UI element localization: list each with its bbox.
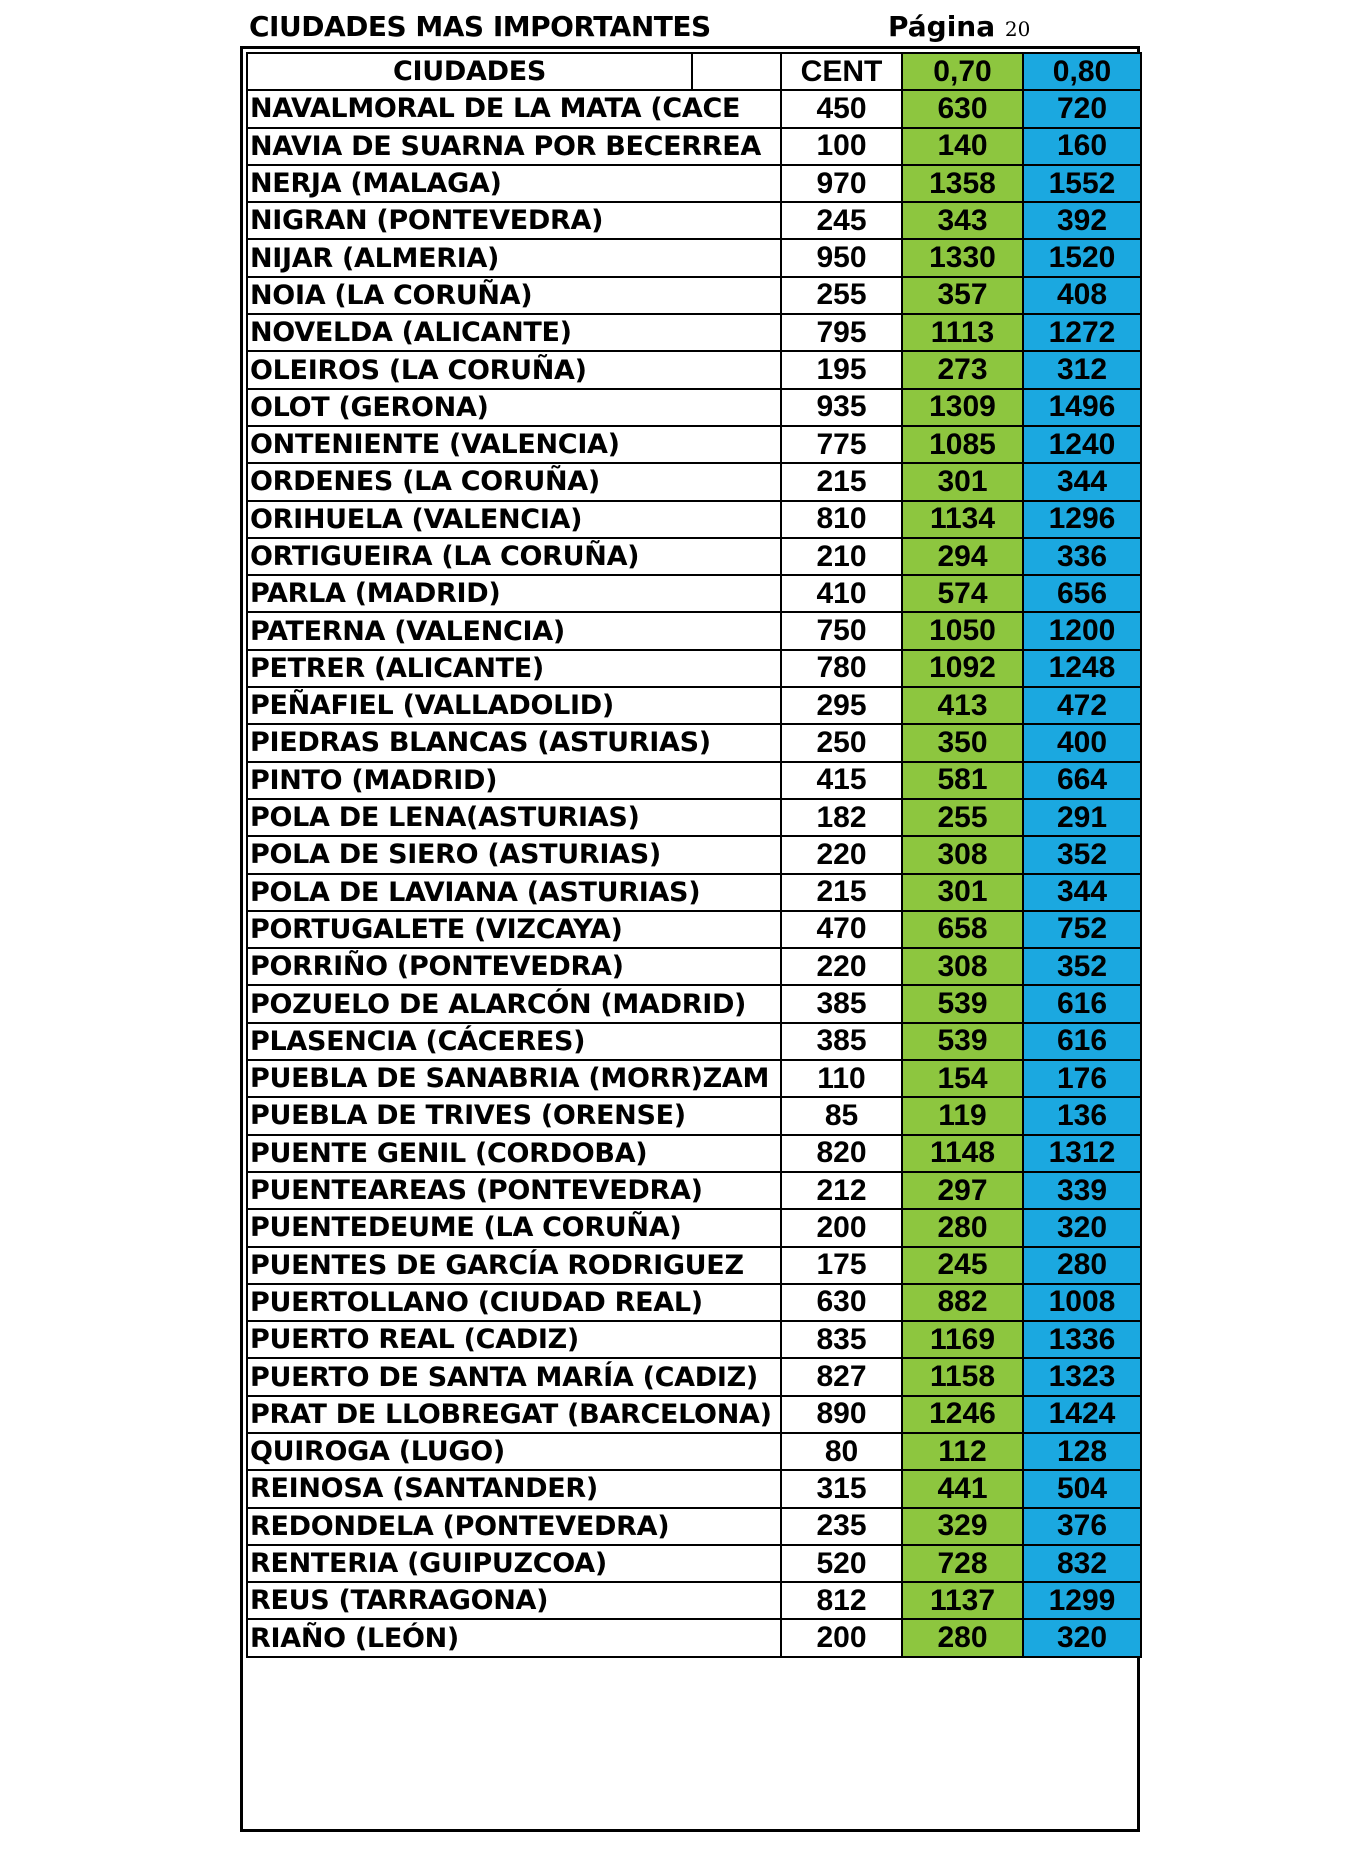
value-080-cell: 1299	[1023, 1582, 1141, 1619]
city-name-cell: PUENTES DE GARCÍA RODRIGUEZ	[247, 1247, 781, 1284]
value-070-cell: 245	[902, 1247, 1023, 1284]
value-080-cell: 352	[1023, 948, 1141, 985]
cent-cell: 450	[781, 90, 902, 127]
value-070-cell: 1158	[902, 1358, 1023, 1395]
table-row	[247, 314, 1141, 351]
table-row	[247, 1135, 1141, 1172]
city-name-cell: PIEDRAS BLANCAS (ASTURIAS)	[247, 724, 781, 761]
city-name-cell: NIJAR (ALMERIA)	[247, 239, 781, 276]
city-name-cell: ORDENES (LA CORUÑA)	[247, 463, 781, 500]
value-080-cell: 1200	[1023, 612, 1141, 649]
city-name-cell: PUENTEAREAS (PONTEVEDRA)	[247, 1172, 781, 1209]
value-070-cell: 1330	[902, 239, 1023, 276]
table-row	[247, 1470, 1141, 1507]
page-label: Página	[888, 10, 996, 43]
table-row	[247, 277, 1141, 314]
value-080-cell: 408	[1023, 277, 1141, 314]
table-row	[247, 1172, 1141, 1209]
city-name-cell: PUERTO REAL (CADIZ)	[247, 1321, 781, 1358]
value-080-cell: 376	[1023, 1508, 1141, 1545]
value-070-cell: 301	[902, 463, 1023, 500]
value-080-cell: 176	[1023, 1060, 1141, 1097]
value-070-cell: 294	[902, 538, 1023, 575]
cent-cell: 950	[781, 239, 902, 276]
value-070-cell: 308	[902, 836, 1023, 873]
cent-cell: 245	[781, 202, 902, 239]
value-070-cell: 728	[902, 1545, 1023, 1582]
city-name-cell: NAVALMORAL DE LA MATA (CACE	[247, 90, 781, 127]
value-080-cell: 291	[1023, 799, 1141, 836]
table-row	[247, 1396, 1141, 1433]
value-080-cell: 320	[1023, 1619, 1141, 1656]
value-080-cell: 280	[1023, 1247, 1141, 1284]
value-080-cell: 832	[1023, 1545, 1141, 1582]
table-row	[247, 1209, 1141, 1246]
page-number-label	[888, 10, 1030, 43]
cent-cell: 775	[781, 426, 902, 463]
column-header-080: 0,80	[1023, 53, 1141, 90]
city-name-cell: ORTIGUEIRA (LA CORUÑA)	[247, 538, 781, 575]
city-name-cell: POZUELO DE ALARCÓN (MADRID)	[247, 985, 781, 1022]
cent-cell: 235	[781, 1508, 902, 1545]
city-name-cell: PRAT DE LLOBREGAT (BARCELONA)	[247, 1396, 781, 1433]
table-row	[247, 650, 1141, 687]
value-080-cell: 664	[1023, 762, 1141, 799]
value-070-cell: 343	[902, 202, 1023, 239]
city-name-cell: PUERTOLLANO (CIUDAD REAL)	[247, 1284, 781, 1321]
value-070-cell: 1309	[902, 389, 1023, 426]
table-row	[247, 836, 1141, 873]
table-row	[247, 1545, 1141, 1582]
city-name-cell: PARLA (MADRID)	[247, 575, 781, 612]
column-header-070: 0,70	[902, 53, 1023, 90]
table-row	[247, 1582, 1141, 1619]
table-row	[247, 128, 1141, 165]
cent-cell: 935	[781, 389, 902, 426]
cent-cell: 295	[781, 687, 902, 724]
city-name-cell: PORTUGALETE (VIZCAYA)	[247, 911, 781, 948]
cent-cell: 200	[781, 1619, 902, 1656]
value-070-cell: 539	[902, 1023, 1023, 1060]
value-070-cell: 1085	[902, 426, 1023, 463]
table-row	[247, 426, 1141, 463]
value-080-cell: 312	[1023, 351, 1141, 388]
table-row	[247, 612, 1141, 649]
cent-cell: 85	[781, 1097, 902, 1134]
value-070-cell: 308	[902, 948, 1023, 985]
value-070-cell: 280	[902, 1619, 1023, 1656]
table-row	[247, 389, 1141, 426]
city-name-cell: PETRER (ALICANTE)	[247, 650, 781, 687]
table-row	[247, 575, 1141, 612]
cent-cell: 315	[781, 1470, 902, 1507]
value-070-cell: 1113	[902, 314, 1023, 351]
table-row	[247, 538, 1141, 575]
value-070-cell: 357	[902, 277, 1023, 314]
table-row	[247, 911, 1141, 948]
table-row	[247, 1321, 1141, 1358]
value-070-cell: 350	[902, 724, 1023, 761]
table-row	[247, 1619, 1141, 1656]
table-row	[247, 1247, 1141, 1284]
cent-cell: 780	[781, 650, 902, 687]
value-080-cell: 616	[1023, 985, 1141, 1022]
city-name-cell: OLEIROS (LA CORUÑA)	[247, 351, 781, 388]
city-name-cell: PUENTEDEUME (LA CORUÑA)	[247, 1209, 781, 1246]
cent-cell: 750	[781, 612, 902, 649]
value-080-cell: 1312	[1023, 1135, 1141, 1172]
city-name-cell: PUEBLA DE TRIVES (ORENSE)	[247, 1097, 781, 1134]
table-row	[247, 1284, 1141, 1321]
value-070-cell: 255	[902, 799, 1023, 836]
city-name-cell: ORIHUELA (VALENCIA)	[247, 501, 781, 538]
city-name-cell: PLASENCIA (CÁCERES)	[247, 1023, 781, 1060]
value-080-cell: 1248	[1023, 650, 1141, 687]
value-080-cell: 400	[1023, 724, 1141, 761]
cent-cell: 195	[781, 351, 902, 388]
value-070-cell: 301	[902, 874, 1023, 911]
table-row	[247, 762, 1141, 799]
city-name-cell: ONTENIENTE (VALENCIA)	[247, 426, 781, 463]
table-row	[247, 501, 1141, 538]
cent-cell: 182	[781, 799, 902, 836]
value-070-cell: 658	[902, 911, 1023, 948]
table-row	[247, 1097, 1141, 1134]
city-name-cell: PUERTO DE SANTA MARÍA (CADIZ)	[247, 1358, 781, 1395]
value-070-cell: 1246	[902, 1396, 1023, 1433]
cent-cell: 220	[781, 836, 902, 873]
city-name-cell: NERJA (MALAGA)	[247, 165, 781, 202]
table-row	[247, 874, 1141, 911]
value-080-cell: 128	[1023, 1433, 1141, 1470]
city-name-cell: NAVIA DE SUARNA POR BECERREA	[247, 128, 781, 165]
value-080-cell: 344	[1023, 874, 1141, 911]
table-row	[247, 351, 1141, 388]
value-080-cell: 339	[1023, 1172, 1141, 1209]
city-name-cell: NIGRAN (PONTEVEDRA)	[247, 202, 781, 239]
column-header-cities: CIUDADES	[247, 53, 692, 90]
city-name-cell: PEÑAFIEL (VALLADOLID)	[247, 687, 781, 724]
cent-cell: 385	[781, 985, 902, 1022]
table-row	[247, 724, 1141, 761]
table-row	[247, 202, 1141, 239]
cent-cell: 520	[781, 1545, 902, 1582]
value-070-cell: 1358	[902, 165, 1023, 202]
value-070-cell: 280	[902, 1209, 1023, 1246]
cent-cell: 827	[781, 1358, 902, 1395]
cent-cell: 820	[781, 1135, 902, 1172]
city-name-cell: POLA DE LAVIANA (ASTURIAS)	[247, 874, 781, 911]
column-header-blank	[692, 53, 781, 90]
value-080-cell: 352	[1023, 836, 1141, 873]
value-080-cell: 320	[1023, 1209, 1141, 1246]
value-070-cell: 630	[902, 90, 1023, 127]
value-080-cell: 1008	[1023, 1284, 1141, 1321]
value-070-cell: 297	[902, 1172, 1023, 1209]
city-name-cell: REINOSA (SANTANDER)	[247, 1470, 781, 1507]
cent-cell: 410	[781, 575, 902, 612]
value-070-cell: 140	[902, 128, 1023, 165]
city-name-cell: REDONDELA (PONTEVEDRA)	[247, 1508, 781, 1545]
table-row	[247, 687, 1141, 724]
cent-cell: 212	[781, 1172, 902, 1209]
cent-cell: 100	[781, 128, 902, 165]
value-080-cell: 392	[1023, 202, 1141, 239]
cent-cell: 175	[781, 1247, 902, 1284]
table-header-row	[247, 53, 1141, 90]
city-name-cell: REUS (TARRAGONA)	[247, 1582, 781, 1619]
value-080-cell: 752	[1023, 911, 1141, 948]
value-070-cell: 329	[902, 1508, 1023, 1545]
cent-cell: 890	[781, 1396, 902, 1433]
value-080-cell: 504	[1023, 1470, 1141, 1507]
city-name-cell: POLA DE LENA(ASTURIAS)	[247, 799, 781, 836]
value-070-cell: 1148	[902, 1135, 1023, 1172]
value-070-cell: 1137	[902, 1582, 1023, 1619]
city-name-cell: QUIROGA (LUGO)	[247, 1433, 781, 1470]
city-name-cell: PORRIÑO (PONTEVEDRA)	[247, 948, 781, 985]
value-070-cell: 1134	[902, 501, 1023, 538]
cent-cell: 220	[781, 948, 902, 985]
cent-cell: 630	[781, 1284, 902, 1321]
value-070-cell: 119	[902, 1097, 1023, 1134]
cent-cell: 970	[781, 165, 902, 202]
value-070-cell: 1092	[902, 650, 1023, 687]
value-070-cell: 574	[902, 575, 1023, 612]
value-080-cell: 616	[1023, 1023, 1141, 1060]
cent-cell: 250	[781, 724, 902, 761]
cent-cell: 255	[781, 277, 902, 314]
value-070-cell: 539	[902, 985, 1023, 1022]
cent-cell: 795	[781, 314, 902, 351]
value-080-cell: 160	[1023, 128, 1141, 165]
value-070-cell: 581	[902, 762, 1023, 799]
city-name-cell: OLOT (GERONA)	[247, 389, 781, 426]
cent-cell: 200	[781, 1209, 902, 1246]
value-070-cell: 112	[902, 1433, 1023, 1470]
table-row	[247, 799, 1141, 836]
value-080-cell: 1496	[1023, 389, 1141, 426]
value-080-cell: 344	[1023, 463, 1141, 500]
cent-cell: 110	[781, 1060, 902, 1097]
table-row	[247, 463, 1141, 500]
city-name-cell: PUENTE GENIL (CORDOBA)	[247, 1135, 781, 1172]
table-row	[247, 165, 1141, 202]
cent-cell: 215	[781, 874, 902, 911]
value-080-cell: 720	[1023, 90, 1141, 127]
city-name-cell: PATERNA (VALENCIA)	[247, 612, 781, 649]
table-row	[247, 90, 1141, 127]
cent-cell: 415	[781, 762, 902, 799]
cent-cell: 80	[781, 1433, 902, 1470]
value-080-cell: 1323	[1023, 1358, 1141, 1395]
city-name-cell: NOIA (LA CORUÑA)	[247, 277, 781, 314]
table-row	[247, 985, 1141, 1022]
value-080-cell: 336	[1023, 538, 1141, 575]
page-title: CIUDADES MAS IMPORTANTES	[249, 10, 711, 43]
value-070-cell: 273	[902, 351, 1023, 388]
city-name-cell: PUEBLA DE SANABRIA (MORR)ZAM	[247, 1060, 781, 1097]
table-row	[247, 948, 1141, 985]
value-080-cell: 1240	[1023, 426, 1141, 463]
cent-cell: 812	[781, 1582, 902, 1619]
cities-table-frame	[240, 46, 1140, 1832]
page-number: 20	[1004, 17, 1031, 41]
value-070-cell: 154	[902, 1060, 1023, 1097]
cent-cell: 810	[781, 501, 902, 538]
cent-cell: 210	[781, 538, 902, 575]
value-080-cell: 1552	[1023, 165, 1141, 202]
city-name-cell: RIAÑO (LEÓN)	[247, 1619, 781, 1656]
value-070-cell: 413	[902, 687, 1023, 724]
value-080-cell: 1296	[1023, 501, 1141, 538]
table-row	[247, 1060, 1141, 1097]
table-row	[247, 1358, 1141, 1395]
cent-cell: 835	[781, 1321, 902, 1358]
value-080-cell: 1272	[1023, 314, 1141, 351]
cities-table	[246, 52, 1142, 1658]
value-070-cell: 882	[902, 1284, 1023, 1321]
cent-cell: 215	[781, 463, 902, 500]
value-080-cell: 472	[1023, 687, 1141, 724]
table-row	[247, 1508, 1141, 1545]
city-name-cell: RENTERIA (GUIPUZCOA)	[247, 1545, 781, 1582]
value-080-cell: 1424	[1023, 1396, 1141, 1433]
value-070-cell: 1050	[902, 612, 1023, 649]
table-row	[247, 239, 1141, 276]
city-name-cell: POLA DE SIERO (ASTURIAS)	[247, 836, 781, 873]
cent-cell: 385	[781, 1023, 902, 1060]
value-070-cell: 441	[902, 1470, 1023, 1507]
value-080-cell: 1520	[1023, 239, 1141, 276]
cent-cell: 470	[781, 911, 902, 948]
value-080-cell: 656	[1023, 575, 1141, 612]
table-row	[247, 1433, 1141, 1470]
city-name-cell: PINTO (MADRID)	[247, 762, 781, 799]
value-080-cell: 136	[1023, 1097, 1141, 1134]
table-row	[247, 1023, 1141, 1060]
value-070-cell: 1169	[902, 1321, 1023, 1358]
column-header-cent: CENT	[781, 53, 902, 90]
value-080-cell: 1336	[1023, 1321, 1141, 1358]
city-name-cell: NOVELDA (ALICANTE)	[247, 314, 781, 351]
